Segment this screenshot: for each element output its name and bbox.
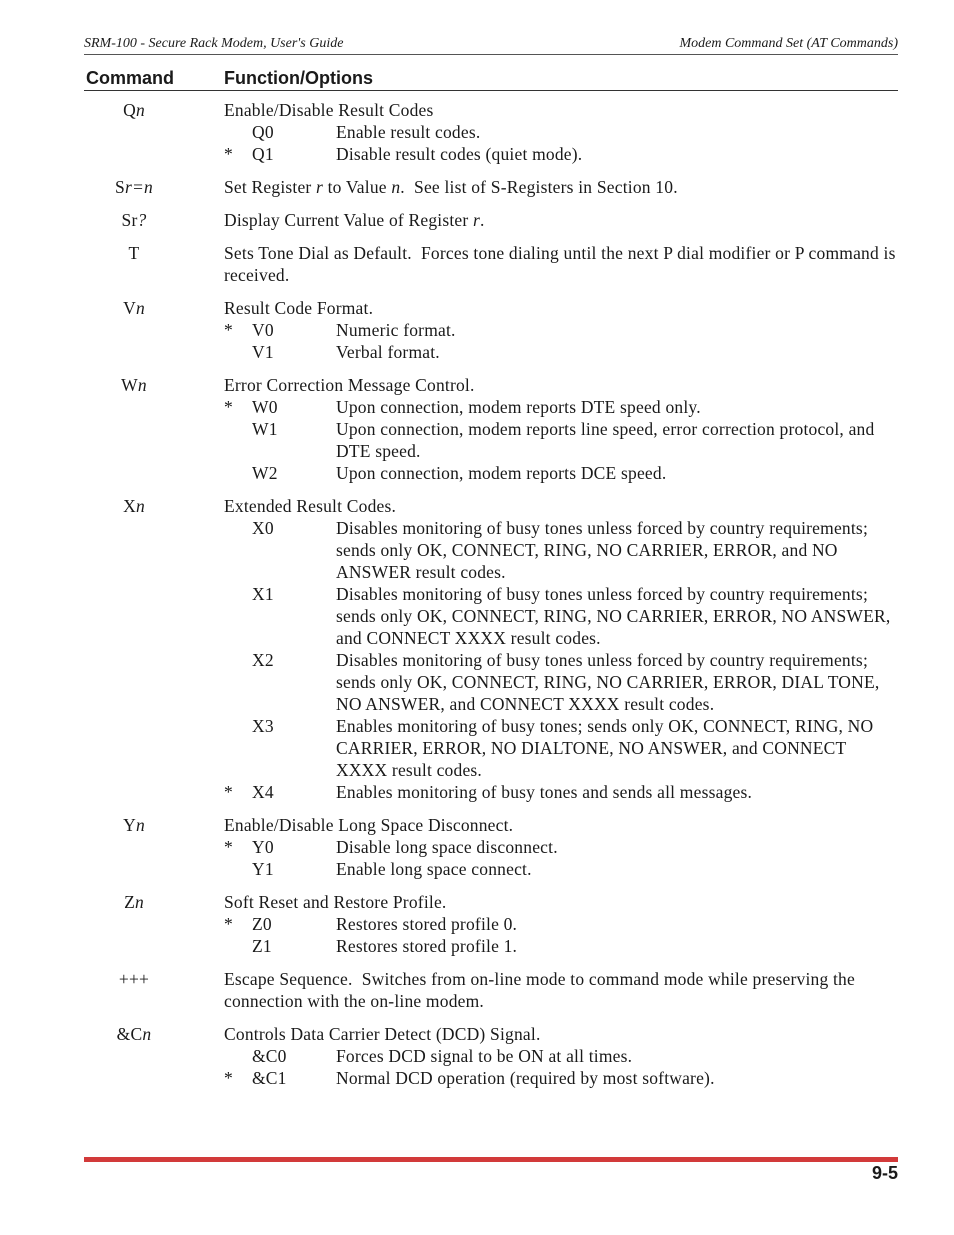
column-header-command: Command: [86, 68, 175, 88]
option-row: [224, 649, 898, 715]
option-code: Z1: [252, 936, 272, 956]
command-code-variable: n: [135, 100, 145, 120]
default-marker: *: [224, 397, 233, 417]
description-text: Sets Tone Dial as Default. Forces tone dialing until the next P dial modifier or P command is received.: [224, 243, 896, 285]
option-code: W1: [252, 419, 278, 439]
command-entry: [84, 209, 898, 231]
option-text: Enables monitoring of busy tones; sends only OK, CONNECT, RING, NO CARRIER, ERROR, NO DIALTONE, NO ANSWER, and CONNECT XXXX result codes.: [336, 716, 874, 780]
command-code: [84, 891, 184, 913]
option-text: Upon connection, modem reports line speed, error correction protocol, and DTE speed.: [336, 419, 875, 461]
command-code-variable: n: [137, 375, 147, 395]
command-description: [224, 1023, 898, 1089]
command-description: [224, 968, 898, 1012]
page-number: 9-5: [871, 1163, 898, 1183]
description-text: Enable/Disable Result Codes: [224, 100, 434, 120]
default-marker: *: [224, 144, 233, 164]
option-code: Y1: [252, 859, 274, 879]
command-entry: [84, 968, 898, 1012]
option-text: Disable long space disconnect.: [336, 837, 558, 857]
option-text: Disables monitoring of busy tones unless forced by country requirements; sends only OK, CONNECT, RING, NO CARRIER, ERROR, DIAL TONE, NO ANSWER, and CONNECT XXXX result codes.: [336, 650, 880, 714]
command-code-variable: n: [135, 496, 145, 516]
option-row: [224, 121, 898, 143]
command-code-variable: n: [142, 1024, 152, 1044]
command-entry: [84, 242, 898, 286]
option-text: Restores stored profile 0.: [336, 914, 518, 934]
header-doc-title: SRM-100 - Secure Rack Modem, User's Guide: [84, 36, 344, 51]
option-row: [224, 781, 898, 803]
option-code: X2: [252, 650, 274, 670]
command-code-variable: n: [135, 298, 145, 318]
description-text: Error Correction Message Control.: [224, 375, 475, 395]
command-entry: [84, 176, 898, 198]
command-code: [84, 374, 184, 396]
command-entry: [84, 374, 898, 484]
option-code: &C0: [252, 1046, 287, 1066]
option-row: [224, 935, 898, 957]
command-code-base: Sr: [121, 210, 138, 230]
table-column-headers: [84, 66, 898, 91]
command-code: [84, 209, 184, 231]
option-text: Upon connection, modem reports DTE speed only.: [336, 397, 701, 417]
option-row: [224, 517, 898, 583]
option-text: Numeric format.: [336, 320, 456, 340]
command-code-base: Q: [123, 100, 136, 120]
option-code: V1: [252, 342, 274, 362]
command-table: [84, 99, 898, 1100]
command-code: [84, 495, 184, 517]
command-entry: [84, 814, 898, 880]
command-description: [224, 374, 898, 484]
option-row: [224, 858, 898, 880]
option-text: Enables monitoring of busy tones and sends all messages.: [336, 782, 753, 802]
description-text: Soft Reset and Restore Profile.: [224, 892, 447, 912]
option-text: Disables monitoring of busy tones unless forced by country requirements; sends only OK, CONNECT, RING, NO CARRIER, ERROR, and NO ANSWER result codes.: [336, 518, 869, 582]
description-text: Escape Sequence. Switches from on-line mode to command mode while preserving the connection with the on-line modem.: [224, 969, 855, 1011]
default-marker: *: [224, 782, 233, 802]
option-code: X0: [252, 518, 274, 538]
description-text: Set Register r to Value n. See list of S-Registers in Section 10.: [224, 177, 678, 197]
column-header-function: Function/Options: [224, 68, 373, 88]
default-marker: *: [224, 837, 233, 857]
command-code: [84, 99, 184, 121]
option-text: Enable long space connect.: [336, 859, 532, 879]
command-description: [224, 495, 898, 803]
default-marker: *: [224, 320, 233, 340]
command-code-base: W: [121, 375, 138, 395]
footer-rule: [84, 1157, 898, 1162]
command-code-base: +++: [118, 969, 150, 989]
option-text: Disables monitoring of busy tones unless forced by country requirements; sends only OK, CONNECT, RING, NO CARRIER, ERROR, NO ANSWER, and CONNECT XXXX result codes.: [336, 584, 891, 648]
command-entry: [84, 891, 898, 957]
command-description: [224, 209, 898, 231]
command-code-base: S: [115, 177, 125, 197]
option-row: [224, 341, 898, 363]
command-entry: [84, 297, 898, 363]
option-text: Normal DCD operation (required by most software).: [336, 1068, 715, 1088]
option-row: [224, 1067, 898, 1089]
option-row: [224, 418, 898, 462]
description-text: Display Current Value of Register r.: [224, 210, 485, 230]
command-code: [84, 814, 184, 836]
option-row: [224, 319, 898, 341]
command-entry: [84, 99, 898, 165]
command-code-variable: n: [134, 892, 144, 912]
option-code: V0: [252, 320, 274, 340]
option-row: [224, 143, 898, 165]
command-description: [224, 814, 898, 880]
option-code: Y0: [252, 837, 274, 857]
command-code-base: V: [123, 298, 136, 318]
command-entry: [84, 1023, 898, 1089]
command-code-base: &C: [116, 1024, 143, 1044]
option-code: X3: [252, 716, 274, 736]
command-description: [224, 176, 898, 198]
running-header: [84, 34, 898, 55]
option-row: [224, 583, 898, 649]
option-row: [224, 836, 898, 858]
option-text: Restores stored profile 1.: [336, 936, 518, 956]
option-code: W0: [252, 397, 278, 417]
option-code: Q0: [252, 122, 274, 142]
option-row: [224, 396, 898, 418]
command-code-variable: n: [135, 815, 145, 835]
option-code: &C1: [252, 1068, 287, 1088]
option-text: Upon connection, modem reports DCE speed.: [336, 463, 667, 483]
option-text: Verbal format.: [336, 342, 440, 362]
command-entry: [84, 495, 898, 803]
command-code: [84, 1023, 184, 1045]
command-code: [84, 297, 184, 319]
command-code-variable: ?: [137, 210, 147, 230]
description-text: Extended Result Codes.: [224, 496, 397, 516]
option-row: [224, 715, 898, 781]
default-marker: *: [224, 914, 233, 934]
option-text: Disable result codes (quiet mode).: [336, 144, 583, 164]
default-marker: *: [224, 1068, 233, 1088]
header-section-title: Modem Command Set (AT Commands): [679, 36, 898, 51]
description-text: Controls Data Carrier Detect (DCD) Signal.: [224, 1024, 541, 1044]
option-text: Forces DCD signal to be ON at all times.: [336, 1046, 633, 1066]
command-code-base: T: [128, 243, 140, 263]
option-row: [224, 1045, 898, 1067]
command-code-base: Z: [124, 892, 135, 912]
command-description: [224, 297, 898, 363]
description-text: Enable/Disable Long Space Disconnect.: [224, 815, 514, 835]
option-code: Q1: [252, 144, 274, 164]
command-code: [84, 968, 184, 990]
command-description: [224, 99, 898, 165]
command-code-variable: r=n: [124, 177, 153, 197]
option-code: X1: [252, 584, 274, 604]
command-code-base: Y: [123, 815, 136, 835]
option-text: Enable result codes.: [336, 122, 481, 142]
option-code: Z0: [252, 914, 272, 934]
command-description: [224, 891, 898, 957]
command-code: [84, 176, 184, 198]
option-code: X4: [252, 782, 274, 802]
description-text: Result Code Format.: [224, 298, 374, 318]
command-code: [84, 242, 184, 264]
option-row: [224, 462, 898, 484]
option-code: W2: [252, 463, 278, 483]
command-code-base: X: [123, 496, 136, 516]
option-row: [224, 913, 898, 935]
command-description: [224, 242, 898, 286]
